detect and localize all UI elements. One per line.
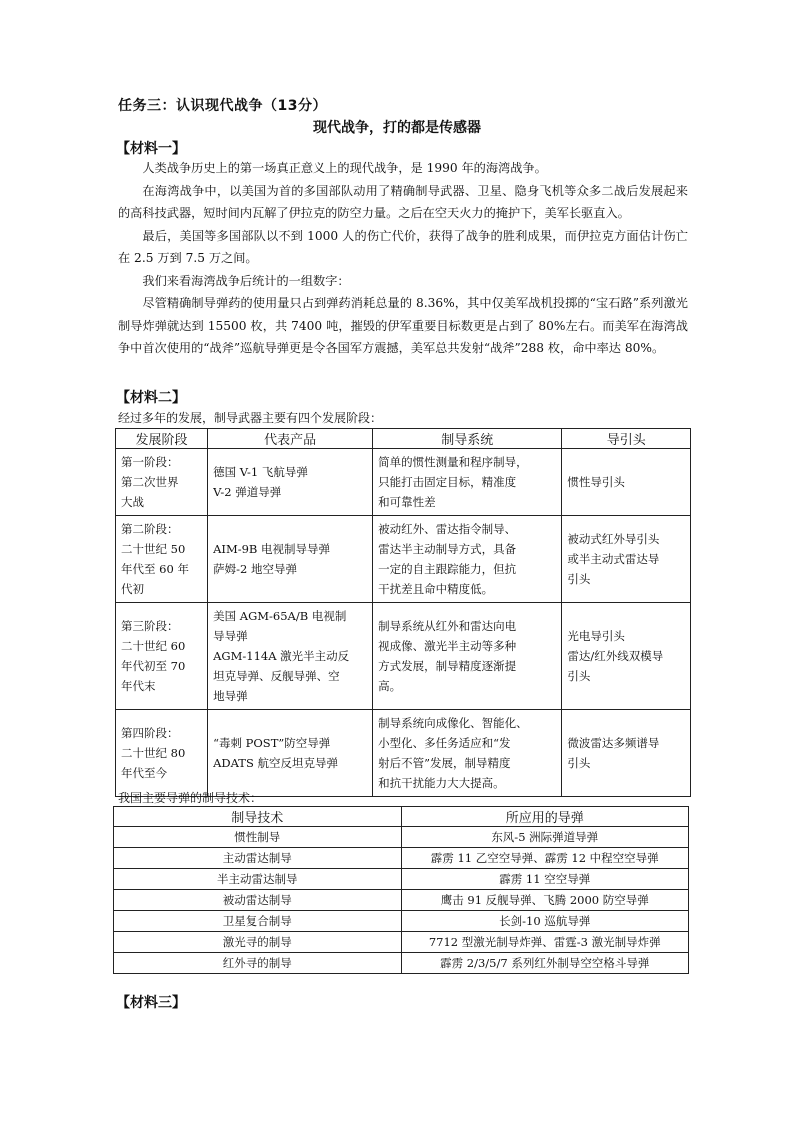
cell-line: 地导弹 [213,689,248,703]
cell-line: 引头 [567,572,591,586]
cell-line: 年代至 60 年 [121,562,189,576]
cell-line: 第一阶段： [121,455,179,469]
cell-line: 年代至今 [121,766,167,780]
cell-line: 引头 [567,669,591,683]
cell-line: 第四阶段： [121,726,179,740]
table-row [114,911,689,932]
cell-line: 二十世纪 60 [121,639,186,653]
material2-heading: 【材料二】 [116,390,186,406]
technique-cell: 卫星复合制导 [114,911,402,932]
cell-line: 第二次世界 [121,475,179,489]
system-cell [373,449,562,516]
paragraph: 我们来看海湾战争后统计的一组数字： [142,273,350,288]
cell-line: “毒刺 POST”防空导弹 [213,736,331,750]
stages-table-body [116,449,691,797]
article-title: 现代战争，打的都是传感器 [313,120,481,136]
stages-table [115,428,691,797]
missile-cell: 霹雳 11 空空导弹 [401,869,689,890]
product-cell [208,516,373,603]
material1-body [118,157,688,360]
table-row [114,827,689,848]
table-row [114,932,689,953]
seeker-cell [562,516,691,603]
table-row [116,710,691,797]
cell-line: 方式发展，制导精度逐渐提 [378,659,517,673]
stage-cell [116,603,208,710]
table-row [116,603,691,710]
missile-cell: 鹰击 91 反舰导弹、飞腾 2000 防空导弹 [401,890,689,911]
missile-cell: 霹雳 2/3/5/7 系列红外制导空空格斗导弹 [401,953,689,974]
technique-cell: 主动雷达制导 [114,848,402,869]
cell-line: 干扰差且命中精度低。 [378,582,494,596]
column-header: 代表产品 [208,429,373,449]
guidance-table [113,806,689,974]
missile-cell: 7712 型激光制导炸弹、雷霆-3 激光制导炸弹 [401,932,689,953]
material3-heading: 【材料三】 [116,995,186,1011]
missile-cell: 东风-5 洲际弹道导弹 [401,827,689,848]
table-row [116,516,691,603]
product-cell [208,603,373,710]
system-cell [373,603,562,710]
column-header: 导引头 [562,429,691,449]
cell-line: 简单的惯性测量和程序制导， [378,455,528,469]
cell-line: AIM-9B 电视制导导弹 [213,542,331,556]
cell-line: 被动红外、雷达指令制导、 [378,522,517,536]
cell-line: 只能打击固定目标，精准度 [378,475,517,489]
material2-intro: 经过多年的发展，制导武器主要有四个发展阶段： [118,411,383,425]
stage-cell [116,449,208,516]
cell-line: 美国 AGM-65A/B 电视制 [213,609,347,623]
cell-line: 第二阶段： [121,522,179,536]
column-header: 发展阶段 [116,429,208,449]
seeker-cell [562,603,691,710]
cell-line: 二十世纪 80 [121,746,186,760]
table-row [114,848,689,869]
cell-line: 导导弹 [213,629,248,643]
table-row [114,890,689,911]
technique-cell: 半主动雷达制导 [114,869,402,890]
technique-cell: 红外寻的制导 [114,953,402,974]
cell-line: 光电导引头 [567,629,625,643]
cell-line: 一定的自主跟踪能力，但抗 [378,562,517,576]
cell-line: 制导系统从红外和雷达向电 [378,619,517,633]
cell-line: 代初 [121,582,144,596]
cell-line: V-2 弹道导弹 [213,485,282,499]
cell-line: 德国 V-1 飞航导弹 [213,465,308,479]
product-cell [208,449,373,516]
cell-line: AGM-114A 激光半主动反 [213,649,350,663]
cell-line: 雷达半主动制导方式，具备 [378,542,517,556]
technique-cell: 被动雷达制导 [114,890,402,911]
table-row [114,953,689,974]
cell-line: 制导系统向成像化、智能化、 [378,716,528,730]
missile-cell: 霹雳 11 乙空空导弹、霹雳 12 中程空空导弹 [401,848,689,869]
table-row [116,449,691,516]
paragraph: 尽管精确制导弹药的使用量只占到弹药消耗总量的 8.36%，其中仅美军战机投掷的“宝石路”系列激光制导炸弹就达到 15500 枚，共 7400 吨，摧毁的伊军重要目标数更是占到了 80%左右。而美军在海湾战争中首次使用的“战斧”巡航导弹更是令各国军方震撼，美军总共发射“战斧”288 枚，命中率达 80%。 [118,296,688,355]
cell-line: 或半主动式雷达导 [567,552,660,566]
cell-line: 年代末 [121,679,156,693]
paragraph: 在海湾战争中，以美国为首的多国部队动用了精确制导武器、卫星、隐身飞机等众多二战后发展起来的高科技武器，短时间内瓦解了伊拉克的防空力量。之后在空天火力的掩护下，美军长驱直入。 [118,183,688,220]
technique-cell: 惯性制导 [114,827,402,848]
cell-line: 惯性导引头 [567,475,625,489]
cell-line: 引头 [567,756,591,770]
material1-heading: 【材料一】 [116,141,186,157]
cell-line: 和抗干扰能力大大提高。 [378,776,505,790]
table-row [114,869,689,890]
cell-line: 和可靠性差 [378,495,436,509]
table-header-row [116,429,691,449]
cell-line: 大战 [121,495,144,509]
cell-line: 年代初至 70 [121,659,186,673]
paragraph: 最后，美国等多国部队以不到 1000 人的伤亡代价，获得了战争的胜利成果，而伊拉克方面估计伤亡在 2.5 万到 7.5 万之间。 [118,228,688,265]
system-cell [373,710,562,797]
guidance-intro: 我国主要导弹的制导技术： [118,791,263,805]
column-header: 所应用的导弹 [401,807,689,827]
seeker-cell [562,449,691,516]
system-cell [373,516,562,603]
cell-line: 微波雷达多频谱导 [567,736,660,750]
stage-cell [116,710,208,797]
cell-line: 第三阶段： [121,619,179,633]
cell-line: 小型化、多任务适应和“发 [378,736,511,750]
cell-line: 二十世纪 50 [121,542,186,556]
task-title: 任务三：认识现代战争（13分） [118,98,327,114]
column-header: 制导系统 [373,429,562,449]
cell-line: ADATS 航空反坦克导弹 [213,756,339,770]
cell-line: 高。 [378,679,402,693]
product-cell [208,710,373,797]
cell-line: 坦克导弹、反舰导弹、空 [213,669,340,683]
paragraph: 人类战争历史上的第一场真正意义上的现代战争，是 1990 年的海湾战争。 [142,161,547,175]
cell-line: 视成像、激光半主动等多种 [378,639,517,653]
cell-line: 被动式红外导引头 [567,532,660,546]
technique-cell: 激光寻的制导 [114,932,402,953]
guidance-table-body [114,827,689,974]
cell-line: 雷达/红外线双模导 [567,649,664,663]
table-header-row [114,807,689,827]
seeker-cell [562,710,691,797]
missile-cell: 长剑-10 巡航导弹 [401,911,689,932]
cell-line: 射后不管”发展，制导精度 [378,756,511,770]
column-header: 制导技术 [114,807,402,827]
cell-line: 萨姆-2 地空导弹 [213,562,297,576]
stage-cell [116,516,208,603]
